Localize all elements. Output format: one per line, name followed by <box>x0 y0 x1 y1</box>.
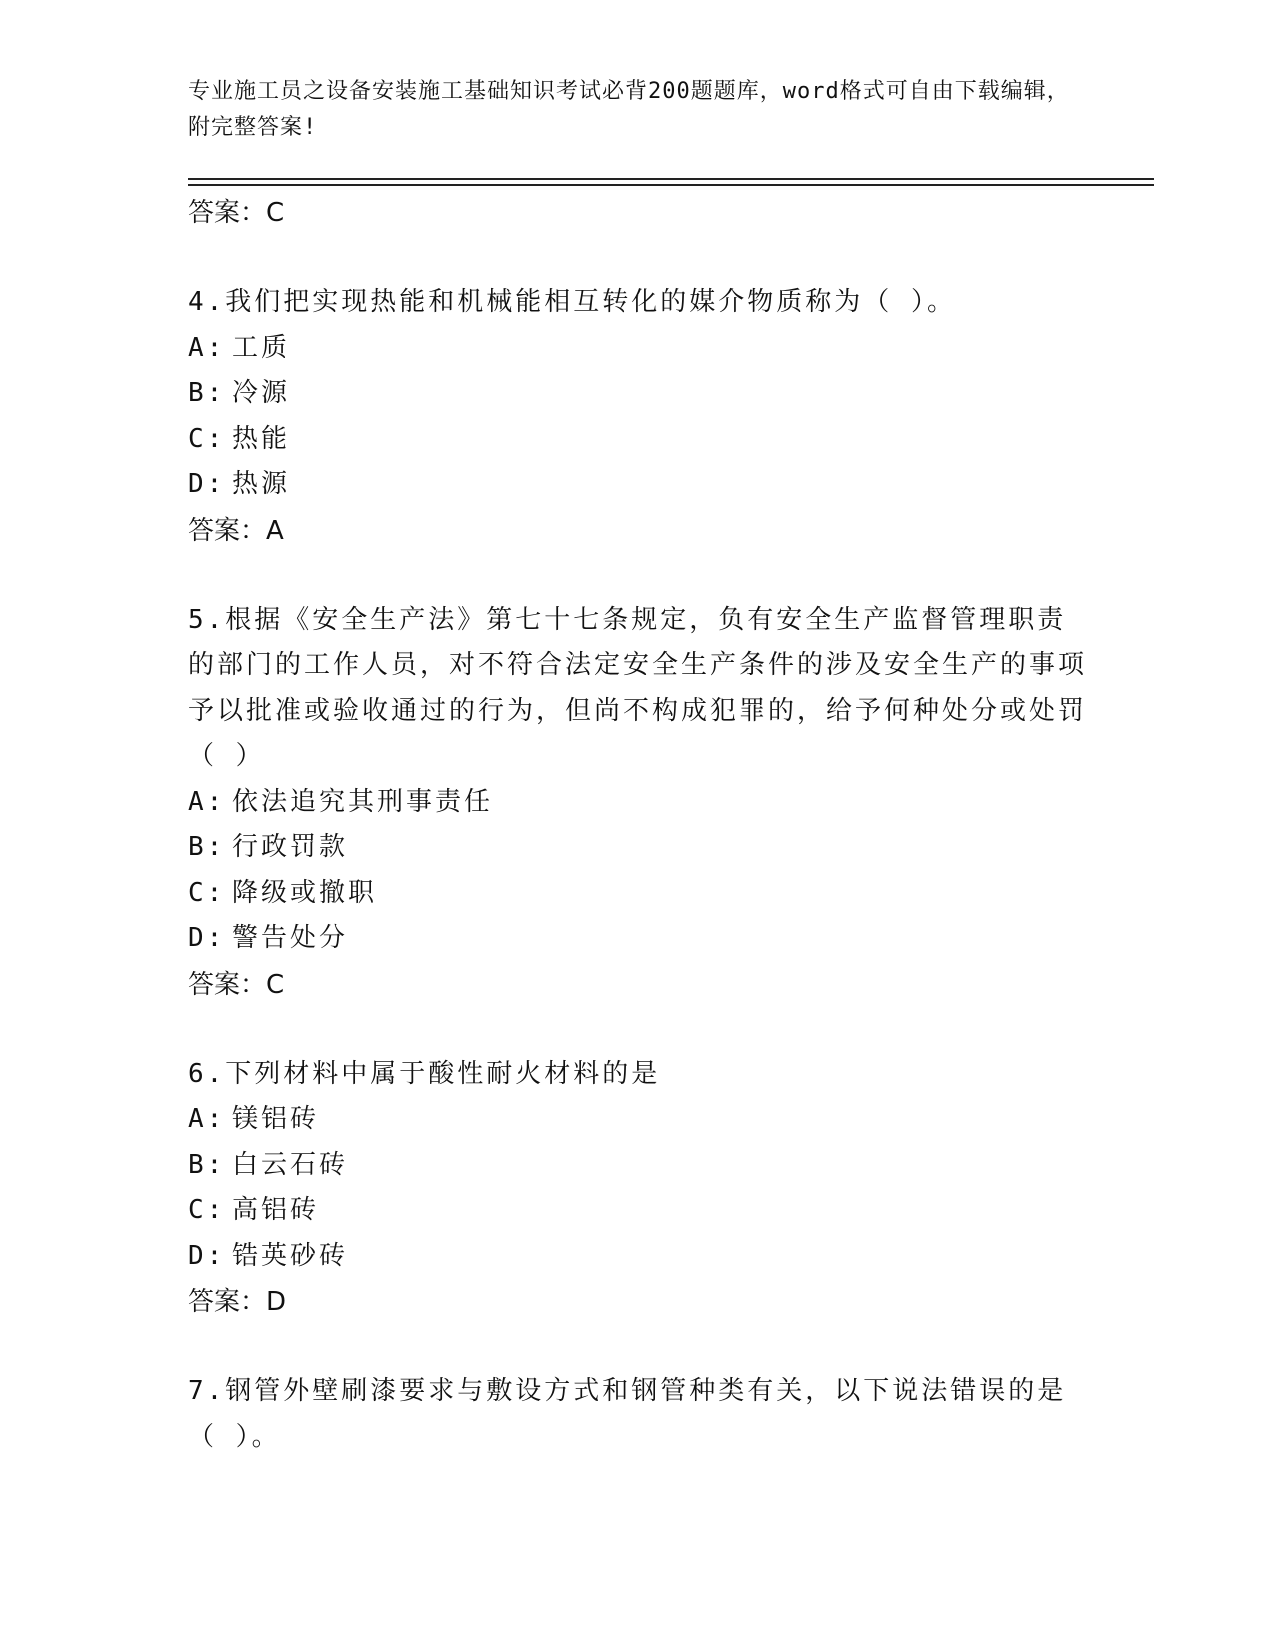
option-key: B: <box>188 1149 226 1180</box>
answer-option <box>188 916 1088 962</box>
answer-option <box>188 1234 1088 1280</box>
question-block <box>188 1369 1088 1460</box>
option-text: 降级或撤职 <box>232 877 378 908</box>
answer-value: C <box>266 969 285 1000</box>
answer-option <box>188 417 1088 463</box>
option-key: A: <box>188 1104 226 1134</box>
answer-option <box>188 825 1088 871</box>
answer-label: 答案： <box>188 969 267 1000</box>
answer-label: 答案： <box>188 515 267 546</box>
option-text: 白云石砖 <box>232 1149 349 1180</box>
answer-line <box>188 962 1088 1008</box>
question-block <box>188 1052 1088 1326</box>
option-key: D: <box>188 1240 226 1271</box>
answer-line <box>188 190 1088 236</box>
option-key: C: <box>188 877 226 908</box>
answer-option <box>188 1143 1088 1189</box>
option-key: C: <box>188 423 226 454</box>
answer-label: 答案： <box>188 198 267 228</box>
option-text: 冷源 <box>232 378 291 408</box>
answer-option <box>188 871 1088 917</box>
option-text: 工质 <box>232 332 291 363</box>
answer-option <box>188 371 1088 417</box>
answer-option <box>188 462 1088 508</box>
answer-option <box>188 1188 1088 1234</box>
option-text: 行政罚款 <box>232 832 349 862</box>
option-key: B: <box>188 378 226 408</box>
answer-value: C <box>266 198 285 228</box>
document-header: 专业施工员之设备安装施工基础知识考试必背200题题库，word格式可自由下载编辑，附完整答案! <box>188 79 1070 140</box>
header-divider-top <box>188 178 1154 180</box>
answer-value: A <box>266 515 284 546</box>
option-key: D: <box>188 469 226 499</box>
answer-line <box>188 1279 1088 1325</box>
question-list <box>188 190 1088 1460</box>
header-divider-bottom <box>188 184 1154 186</box>
option-key: A: <box>188 786 226 817</box>
option-key: C: <box>188 1195 226 1225</box>
option-text: 热能 <box>232 423 291 454</box>
question-text: 6.下列材料中属于酸性耐火材料的是 <box>188 1058 661 1089</box>
option-text: 锆英砂砖 <box>232 1240 349 1271</box>
answer-option <box>188 326 1088 372</box>
option-key: A: <box>188 332 226 363</box>
option-text: 依法追究其刑事责任 <box>232 786 494 817</box>
option-text: 镁铝砖 <box>232 1104 320 1134</box>
question-block <box>188 598 1088 1008</box>
answer-line <box>188 508 1088 554</box>
option-text: 高铝砖 <box>232 1195 320 1225</box>
answer-option <box>188 780 1088 826</box>
question-block <box>188 280 1088 554</box>
question-text: 4.我们把实现热能和机械能相互转化的媒介物质称为（ ）。 <box>188 287 956 317</box>
answer-value: D <box>266 1287 287 1317</box>
option-key: D: <box>188 923 226 953</box>
option-key: B: <box>188 832 226 862</box>
answer-label: 答案： <box>188 1287 267 1317</box>
question-text: 7.钢管外壁刷漆要求与敷设方式和钢管种类有关，以下说法错误的是（ ）。 <box>188 1376 1067 1452</box>
option-text: 热源 <box>232 469 291 499</box>
question-text: 5.根据《安全生产法》第七十七条规定，负有安全生产监督管理职责的部门的工作人员，对不符合法定安全生产条件的涉及安全生产的事项予以批准或验收通过的行为，但尚不构成犯罪的，给予何种处分或处罚（ ） <box>188 604 1088 771</box>
option-text: 警告处分 <box>232 923 349 953</box>
answer-option <box>188 1097 1088 1143</box>
